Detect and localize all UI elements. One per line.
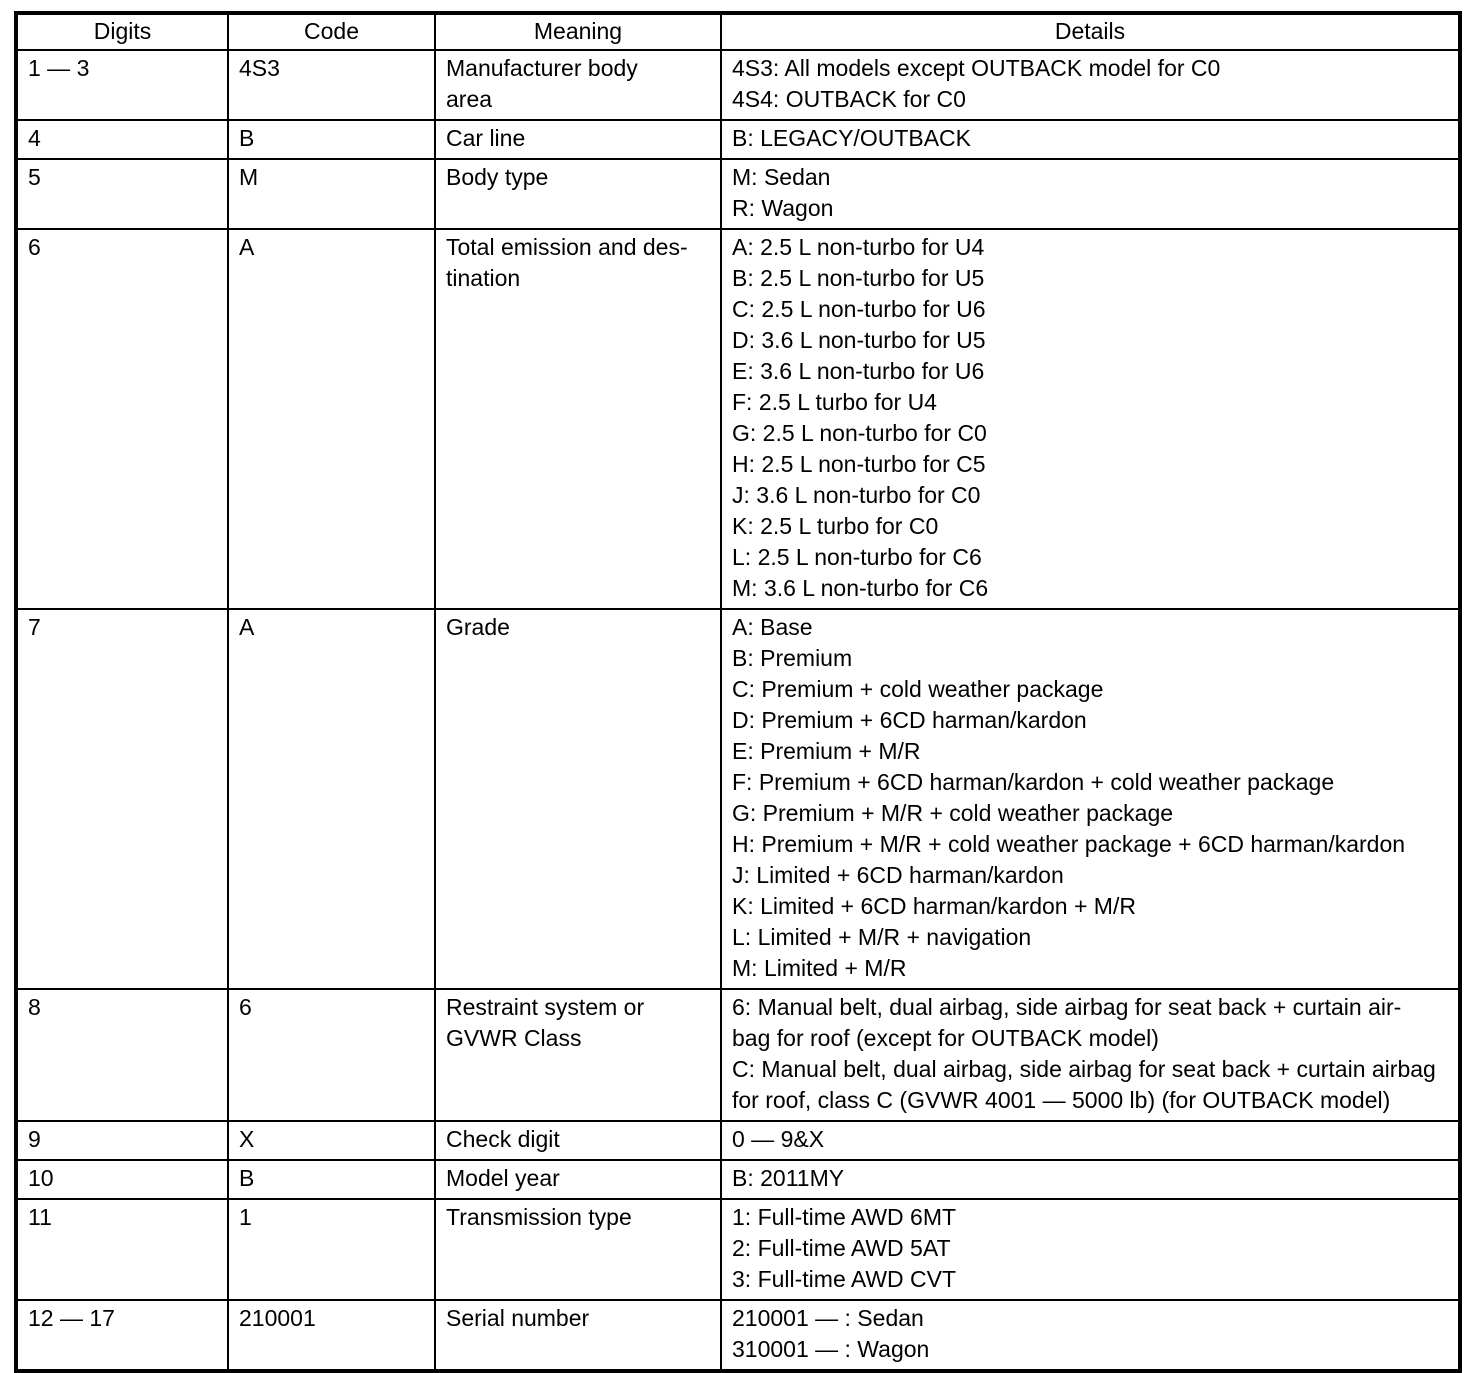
digits-cell: 5: [16, 159, 228, 229]
code-cell: 6: [228, 989, 435, 1121]
digits-cell: 8: [16, 989, 228, 1121]
digits-cell: 6: [16, 229, 228, 609]
code-cell: M: [228, 159, 435, 229]
code-cell: A: [228, 609, 435, 989]
meaning-cell: [435, 1160, 721, 1199]
digits-cell: 1 — 3: [16, 50, 228, 120]
detail-line: B: 2.5 L non-turbo for U5: [732, 265, 985, 291]
table-row: [16, 1300, 1460, 1371]
detail-line: A: 2.5 L non-turbo for U4: [732, 234, 985, 260]
detail-line: 210001 — : Sedan: [732, 1305, 924, 1331]
detail-line: 0 — 9&X: [732, 1126, 825, 1152]
meaning-line: Car line: [446, 125, 526, 151]
meaning-line: Grade: [446, 614, 510, 640]
digits-cell: 7: [16, 609, 228, 989]
table-row: [16, 989, 1460, 1121]
meaning-line: tination: [446, 265, 521, 291]
code-cell: X: [228, 1121, 435, 1160]
detail-line: D: Premium + 6CD harman/kardon: [732, 707, 1087, 733]
column-header-details: Details: [721, 13, 1460, 50]
column-header-meaning: Meaning: [435, 13, 721, 50]
details-cell: [721, 609, 1460, 989]
detail-line: H: 2.5 L non-turbo for C5: [732, 451, 986, 477]
detail-line: B: 2011MY: [732, 1165, 845, 1191]
meaning-cell: [435, 989, 721, 1121]
digits-cell: 9: [16, 1121, 228, 1160]
detail-line: D: 3.6 L non-turbo for U5: [732, 327, 986, 353]
detail-line: F: 2.5 L turbo for U4: [732, 389, 937, 415]
detail-line: K: 2.5 L turbo for C0: [732, 513, 939, 539]
meaning-cell: [435, 1199, 721, 1300]
table-row: [16, 1121, 1460, 1160]
table-row: [16, 1160, 1460, 1199]
detail-line: F: Premium + 6CD harman/kardon + cold weather package: [732, 769, 1335, 795]
code-cell: B: [228, 1160, 435, 1199]
code-cell: 4S3: [228, 50, 435, 120]
meaning-cell: [435, 159, 721, 229]
detail-line: L: Limited + M/R + navigation: [732, 924, 1032, 950]
meaning-cell: [435, 229, 721, 609]
details-cell: [721, 120, 1460, 159]
details-cell: [721, 50, 1460, 120]
meaning-cell: [435, 609, 721, 989]
table-row: [16, 609, 1460, 989]
table-row: [16, 159, 1460, 229]
digits-cell: 10: [16, 1160, 228, 1199]
meaning-cell: [435, 50, 721, 120]
header-row: [16, 13, 1460, 50]
code-cell: 1: [228, 1199, 435, 1300]
details-cell: [721, 1160, 1460, 1199]
detail-line: M: Sedan: [732, 164, 831, 190]
detail-line: K: Limited + 6CD harman/kardon + M/R: [732, 893, 1136, 919]
detail-line: C: Manual belt, dual airbag, side airbag for seat back + curtain airbag: [732, 1056, 1436, 1082]
meaning-line: GVWR Class: [446, 1025, 582, 1051]
meaning-line: Serial number: [446, 1305, 590, 1331]
table-row: [16, 229, 1460, 609]
meaning-cell: [435, 120, 721, 159]
detail-line: L: 2.5 L non-turbo for C6: [732, 544, 982, 570]
meaning-line: Total emission and des-: [446, 234, 688, 260]
detail-line: J: 3.6 L non-turbo for C0: [732, 482, 981, 508]
detail-line: H: Premium + M/R + cold weather package + 6CD harman/kardon: [732, 831, 1406, 857]
detail-line: B: Premium: [732, 645, 853, 671]
detail-line: 6: Manual belt, dual airbag, side airbag for seat back + curtain air-: [732, 994, 1402, 1020]
meaning-cell: [435, 1121, 721, 1160]
detail-line: E: Premium + M/R: [732, 738, 921, 764]
details-cell: [721, 159, 1460, 229]
meaning-line: area: [446, 86, 493, 112]
details-cell: [721, 1121, 1460, 1160]
detail-line: G: Premium + M/R + cold weather package: [732, 800, 1174, 826]
column-header-code: Code: [228, 13, 435, 50]
detail-line: for roof, class C (GVWR 4001 — 5000 lb) (for OUTBACK model): [732, 1087, 1391, 1113]
digits-cell: 12 — 17: [16, 1300, 228, 1371]
meaning-line: Body type: [446, 164, 549, 190]
meaning-line: Manufacturer body: [446, 55, 638, 81]
meaning-line: Check digit: [446, 1126, 560, 1152]
detail-line: 2: Full-time AWD 5AT: [732, 1235, 951, 1261]
meaning-line: Restraint system or: [446, 994, 645, 1020]
detail-line: R: Wagon: [732, 195, 834, 221]
column-header-digits: Digits: [16, 13, 228, 50]
meaning-line: Transmission type: [446, 1204, 632, 1230]
detail-line: C: Premium + cold weather package: [732, 676, 1104, 702]
table-row: [16, 120, 1460, 159]
code-cell: A: [228, 229, 435, 609]
detail-line: 3: Full-time AWD CVT: [732, 1266, 957, 1292]
detail-line: M: 3.6 L non-turbo for C6: [732, 575, 989, 601]
meaning-cell: [435, 1300, 721, 1371]
detail-line: E: 3.6 L non-turbo for U6: [732, 358, 985, 384]
digits-cell: 4: [16, 120, 228, 159]
digits-cell: 11: [16, 1199, 228, 1300]
code-cell: 210001: [228, 1300, 435, 1371]
detail-line: B: LEGACY/OUTBACK: [732, 125, 972, 151]
detail-line: G: 2.5 L non-turbo for C0: [732, 420, 987, 446]
details-cell: [721, 989, 1460, 1121]
detail-line: 1: Full-time AWD 6MT: [732, 1204, 957, 1230]
detail-line: 4S3: All models except OUTBACK model for C0: [732, 55, 1221, 81]
table-row: [16, 50, 1460, 120]
details-cell: [721, 229, 1460, 609]
table-body: [16, 50, 1460, 1371]
table-row: [16, 1199, 1460, 1300]
detail-line: M: Limited + M/R: [732, 955, 907, 981]
details-cell: [721, 1199, 1460, 1300]
detail-line: 310001 — : Wagon: [732, 1336, 930, 1362]
details-cell: [721, 1300, 1460, 1371]
detail-line: J: Limited + 6CD harman/kardon: [732, 862, 1064, 888]
detail-line: A: Base: [732, 614, 813, 640]
vin-decoder-table: [14, 11, 1462, 1373]
detail-line: 4S4: OUTBACK for C0: [732, 86, 966, 112]
meaning-line: Model year: [446, 1165, 560, 1191]
detail-line: bag for roof (except for OUTBACK model): [732, 1025, 1159, 1051]
code-cell: B: [228, 120, 435, 159]
detail-line: C: 2.5 L non-turbo for U6: [732, 296, 986, 322]
